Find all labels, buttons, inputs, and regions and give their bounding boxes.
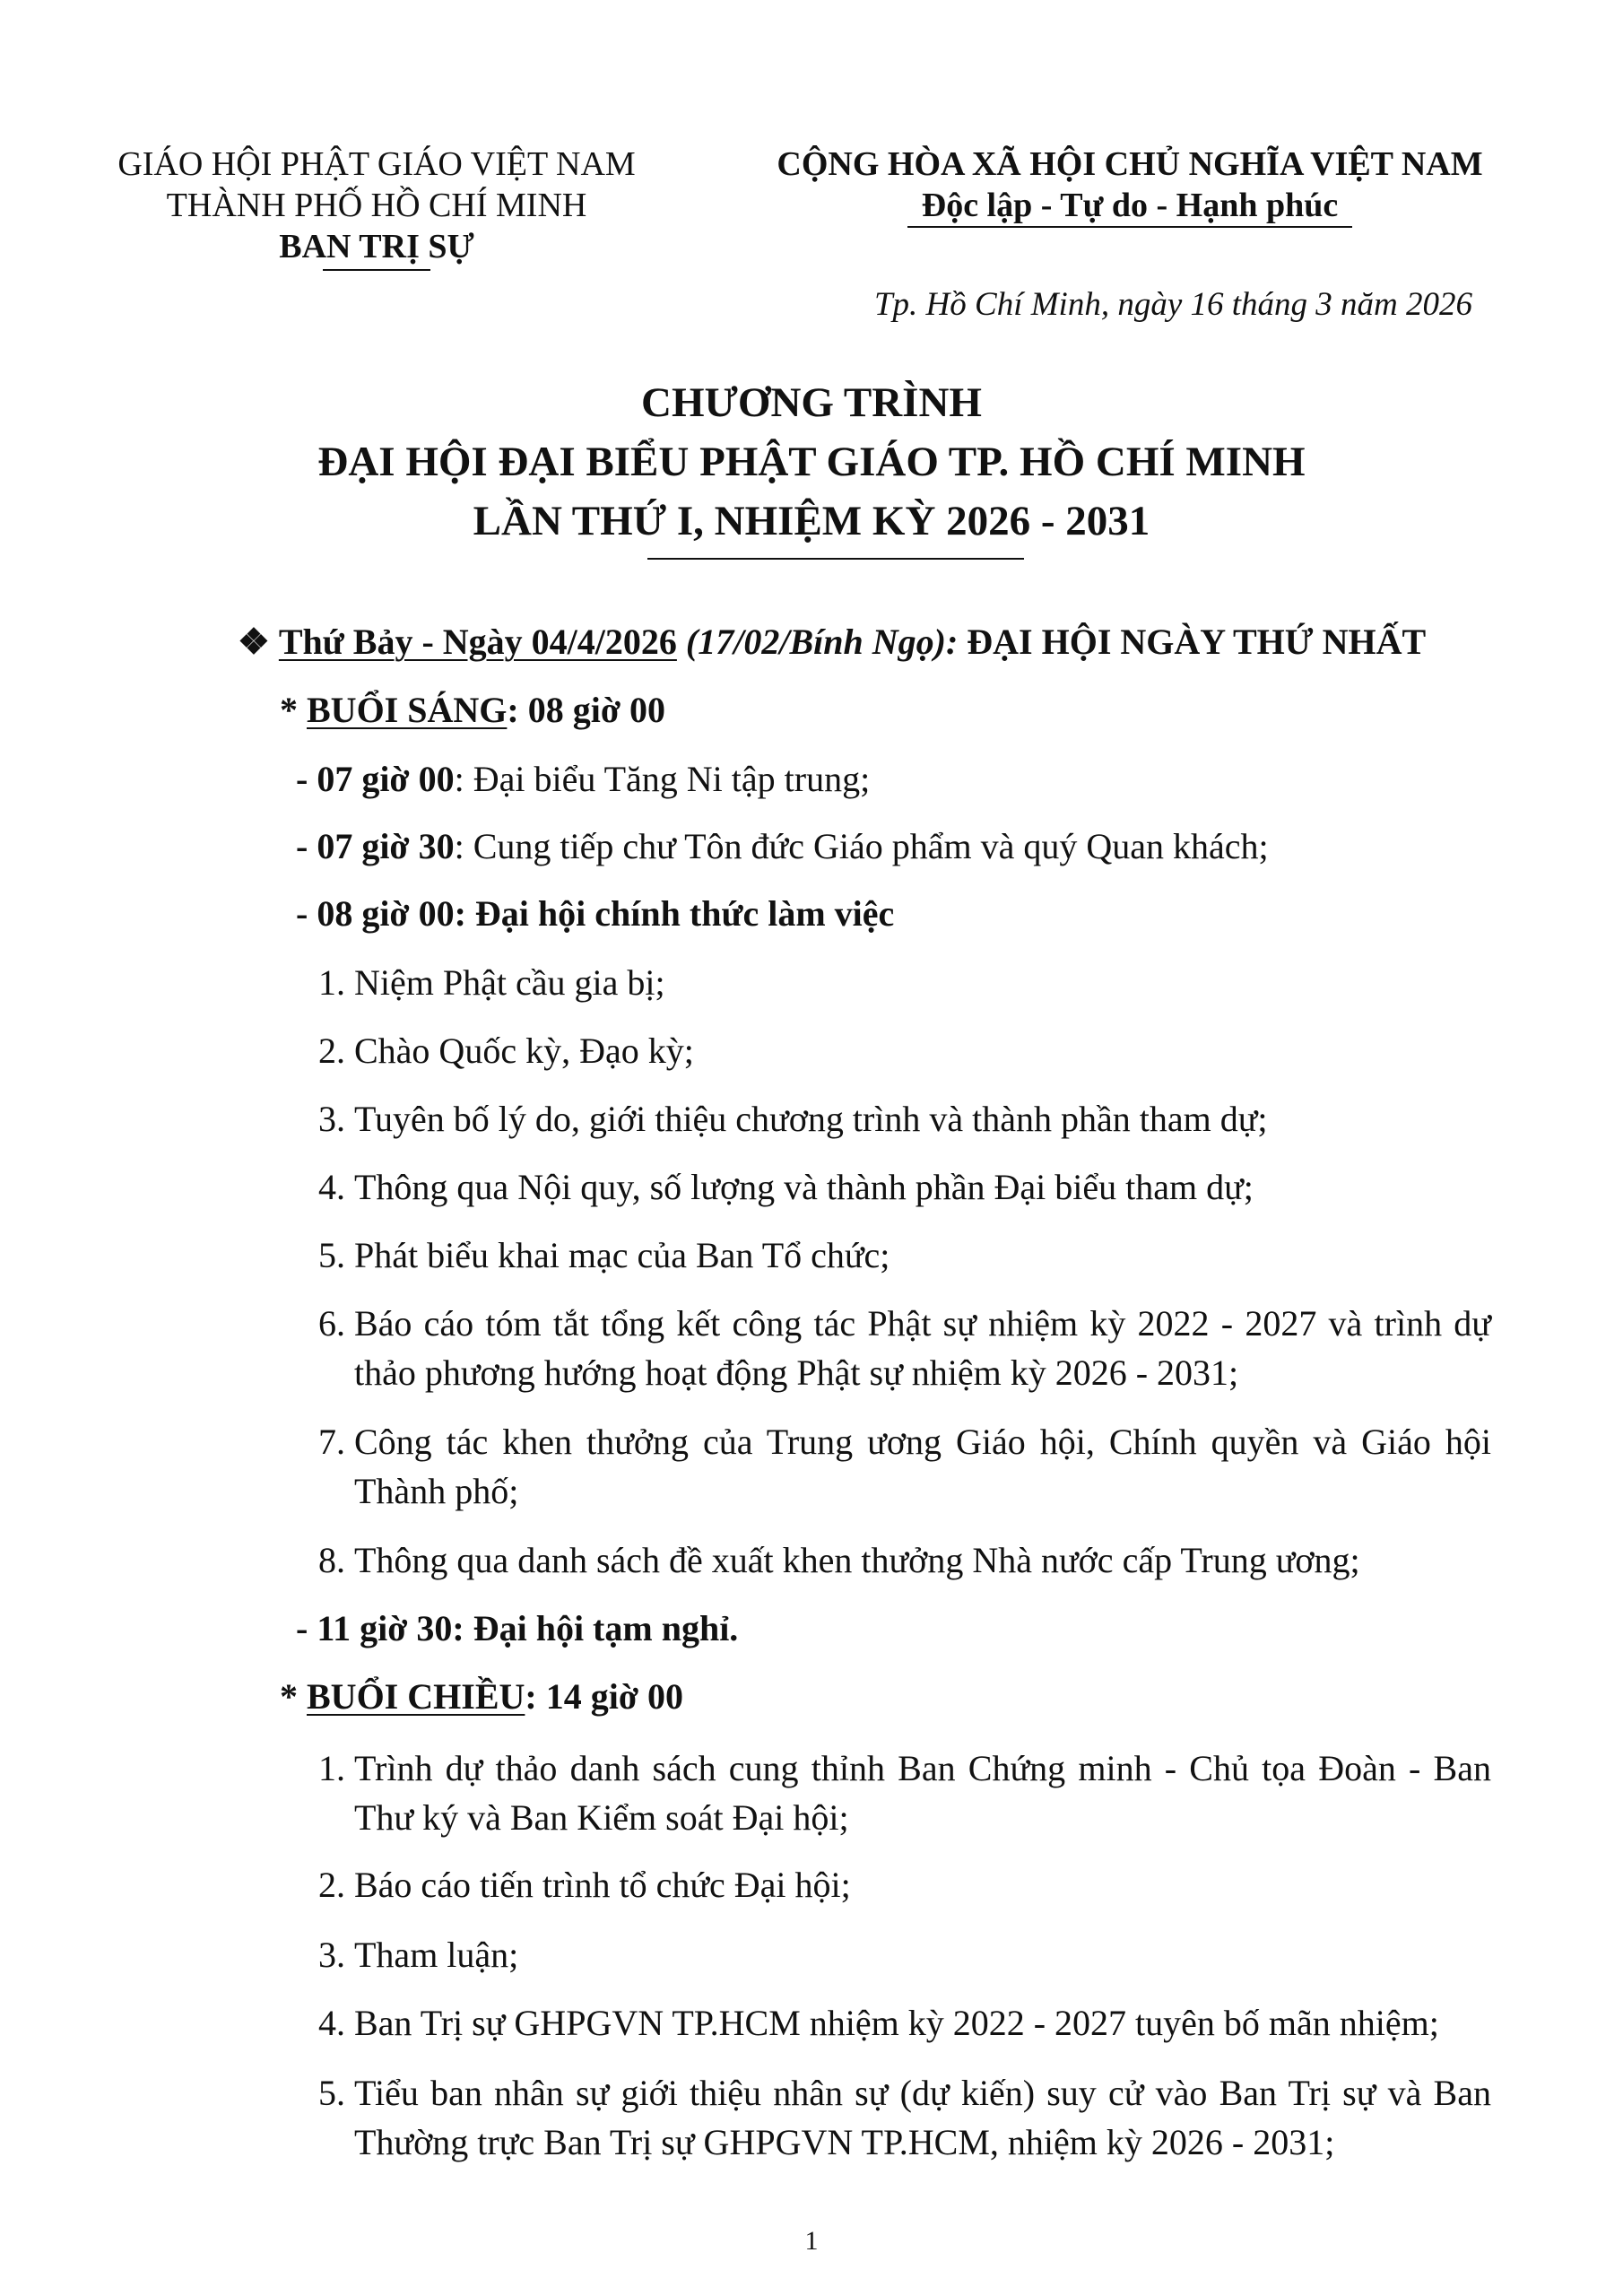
title-line-1: CHƯƠNG TRÌNH	[641, 379, 982, 426]
morning-heading	[280, 689, 665, 731]
morning-break: - 11 giờ 30: Đại hội tạm nghỉ.	[296, 1608, 739, 1648]
morning-prefix: *	[280, 690, 298, 730]
agenda-item: Chào Quốc kỳ, Đạo kỳ;	[354, 1031, 694, 1071]
schedule-text: : Đại biểu Tăng Ni tập trung;	[454, 759, 871, 799]
diamond-bullet-icon: ❖	[238, 622, 270, 662]
agenda-item: Báo cáo tóm tắt tổng kết công tác Phật sự nhiệm kỳ 2022 - 2027 và trình dự thảo phương hướng hoạt động Phật sự nhiệm kỳ 2026 - 2031;	[354, 1303, 1491, 1393]
item-number: 1.	[318, 1748, 345, 1788]
item-number: 3.	[318, 1099, 345, 1139]
agenda-item: Thông qua danh sách đề xuất khen thưởng Nhà nước cấp Trung ương;	[354, 1540, 1360, 1580]
schedule-text: : Cung tiếp chư Tôn đức Giáo phẩm và quý Quan khách;	[454, 826, 1269, 866]
day1-lunar: (17/02/Bính Ngọ):	[685, 622, 959, 662]
schedule-time: - 07 giờ 30	[296, 826, 455, 866]
item-number: 1.	[318, 962, 345, 1003]
header-right	[771, 144, 1488, 226]
agenda-item: Thông qua Nội quy, số lượng và thành phần Đại biểu tham dự;	[354, 1167, 1254, 1207]
motto-underline	[907, 226, 1352, 228]
schedule-line	[296, 825, 1269, 867]
page-number: 1	[804, 2226, 819, 2256]
title-line-2: ĐẠI HỘI ĐẠI BIỂU PHẬT GIÁO TP. HỒ CHÍ MINH	[317, 439, 1306, 485]
item-number: 5.	[318, 1235, 345, 1275]
item-number: 2.	[318, 1865, 345, 1905]
schedule-time: - 07 giờ 00	[296, 759, 455, 799]
agenda-item: Công tác khen thưởng của Trung ương Giáo hội, Chính quyền và Giáo hội Thành phố;	[354, 1422, 1491, 1511]
agenda-item: Báo cáo tiến trình tổ chức Đại hội;	[354, 1865, 851, 1905]
item-number: 6.	[318, 1303, 345, 1344]
agenda-item: Phát biểu khai mạc của Ban Tổ chức;	[354, 1235, 890, 1275]
agenda-item: Tuyên bố lý do, giới thiệu chương trình và thành phần tham dự;	[354, 1099, 1268, 1139]
morning-time: : 08 giờ 00	[507, 690, 665, 730]
morning-label: BUỔI SÁNG	[307, 690, 508, 730]
item-number: 4.	[318, 2003, 345, 2043]
agenda-item: Tham luận;	[354, 1935, 519, 1975]
item-number: 3.	[318, 1935, 345, 1975]
org-board: BAN TRỊ SỰ	[279, 228, 474, 265]
agenda-item: Tiểu ban nhân sự giới thiệu nhân sự (dự kiến) suy cử vào Ban Trị sự và Ban Thường trực Ban Trị sự GHPGVN TP.HCM, nhiệm kỳ 2026 - 2031;	[354, 2073, 1491, 2162]
item-number: 2.	[318, 1031, 345, 1071]
country-name: CỘNG HÒA XÃ HỘI CHỦ NGHĨA VIỆT NAM	[777, 145, 1483, 183]
title-rule	[647, 558, 1024, 560]
agenda-item: Trình dự thảo danh sách cung thỉnh Ban Chứng minh - Chủ tọa Đoàn - Ban Thư ký và Ban Kiểm soát Đại hội;	[354, 1748, 1491, 1838]
schedule-line	[296, 892, 894, 935]
item-number: 4.	[318, 1167, 345, 1207]
item-number: 7.	[318, 1422, 345, 1462]
afternoon-time: : 14 giờ 00	[525, 1676, 683, 1717]
motto: Độc lập - Tự do - Hạnh phúc	[921, 187, 1339, 224]
afternoon-prefix: *	[280, 1676, 298, 1717]
item-number: 5.	[318, 2073, 345, 2113]
afternoon-label: BUỔI CHIỀU	[307, 1676, 525, 1717]
header-left-rule	[323, 269, 430, 271]
title-line-3: LẦN THỨ I, NHIỆM KỲ 2026 - 2031	[473, 498, 1150, 544]
day1-heading	[238, 621, 1426, 663]
schedule-time: - 08 giờ 00	[296, 893, 455, 934]
org-name: GIÁO HỘI PHẬT GIÁO VIỆT NAM	[117, 145, 636, 183]
agenda-item: Niệm Phật cầu gia bị;	[354, 962, 665, 1003]
day1-date: Thứ Bảy - Ngày 04/4/2026	[278, 622, 677, 662]
day1-label: ĐẠI HỘI NGÀY THỨ NHẤT	[967, 622, 1427, 662]
schedule-text: : Đại hội chính thức làm việc	[454, 893, 895, 934]
date-line: Tp. Hồ Chí Minh, ngày 16 tháng 3 năm 2026	[873, 286, 1472, 323]
afternoon-heading	[280, 1675, 683, 1718]
document-title	[0, 377, 1623, 547]
header-left	[117, 144, 637, 267]
agenda-item: Ban Trị sự GHPGVN TP.HCM nhiệm kỳ 2022 - 2027 tuyên bố mãn nhiệm;	[354, 2003, 1439, 2043]
org-city: THÀNH PHỐ HỒ CHÍ MINH	[166, 187, 587, 224]
item-number: 8.	[318, 1540, 345, 1580]
schedule-line	[296, 758, 870, 800]
